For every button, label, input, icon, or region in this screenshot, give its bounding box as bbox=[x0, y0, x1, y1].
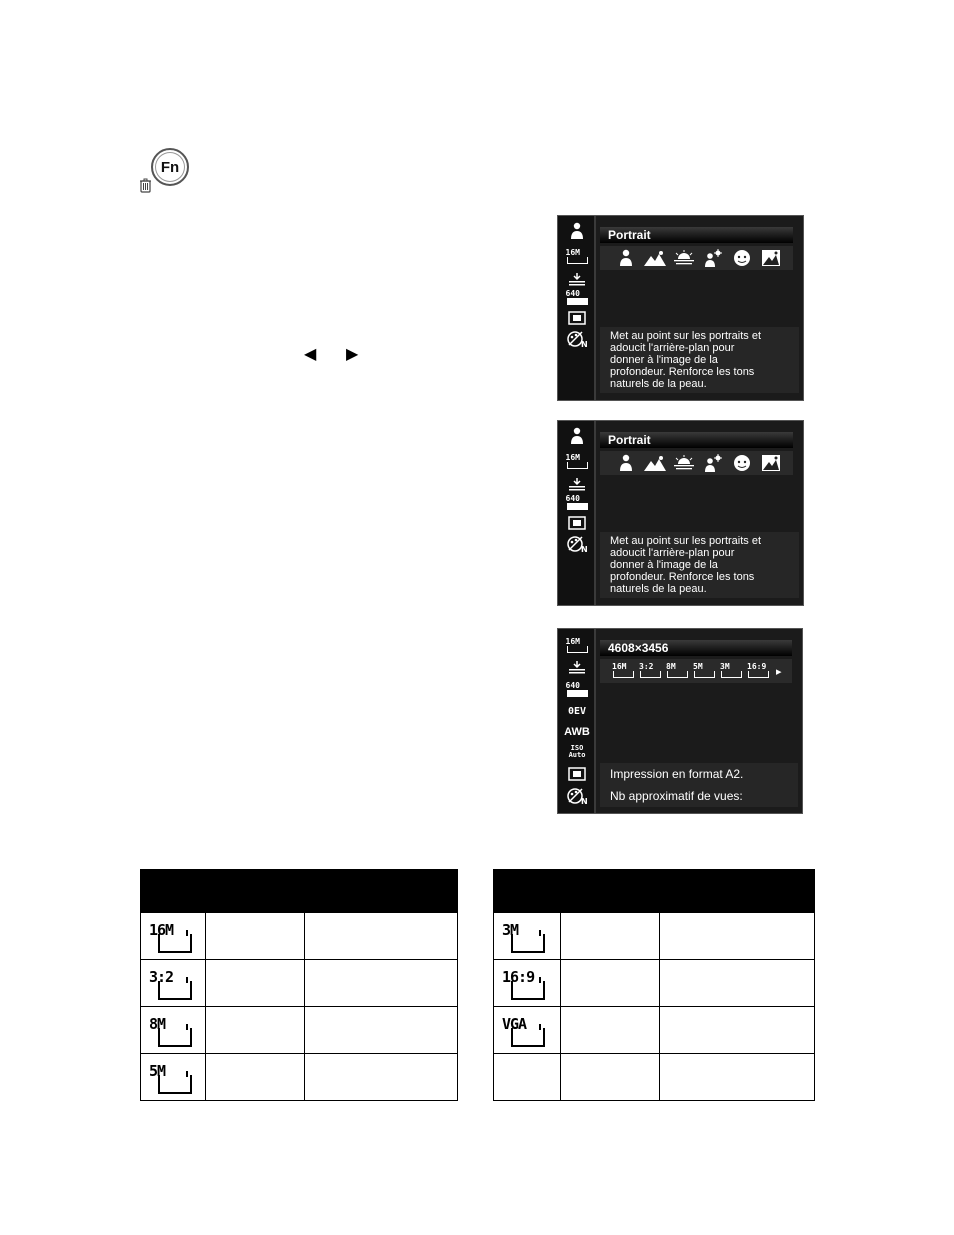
backlight-scene-icon[interactable] bbox=[701, 453, 725, 473]
size-vga-icon: VGA bbox=[501, 1012, 545, 1048]
portrait-icon bbox=[564, 427, 590, 445]
size-3m-icon: 3M bbox=[501, 918, 545, 954]
quality-icon bbox=[564, 476, 590, 494]
fn-button[interactable]: Fn bbox=[151, 148, 189, 186]
focus-icon bbox=[564, 765, 590, 783]
table-row bbox=[141, 1054, 458, 1101]
size-option-3m-icon[interactable]: 3M bbox=[720, 664, 743, 678]
menu-title: Portrait bbox=[600, 227, 793, 243]
focus-icon bbox=[564, 514, 590, 532]
camera-sidebar bbox=[558, 216, 596, 400]
portrait-scene-icon[interactable] bbox=[614, 453, 638, 473]
trash-icon bbox=[139, 178, 152, 193]
night-landscape-scene-icon[interactable] bbox=[759, 248, 783, 268]
size-option-16m-icon[interactable]: 16M bbox=[612, 664, 635, 678]
camera-screen-image-size bbox=[557, 628, 803, 814]
size-16m-icon: 16M bbox=[564, 453, 590, 471]
size-8m-icon: 8M bbox=[148, 1012, 192, 1048]
table-header bbox=[494, 870, 815, 913]
scene-options-row bbox=[600, 246, 793, 270]
svg-text:N: N bbox=[581, 545, 588, 553]
kids-scene-icon[interactable] bbox=[730, 248, 754, 268]
image-size-table-right bbox=[493, 869, 815, 1101]
table-row bbox=[494, 960, 815, 1007]
camera-screen-scene-1 bbox=[557, 215, 804, 401]
size-option-5m-icon[interactable]: 5M bbox=[693, 664, 716, 678]
svg-text:N: N bbox=[581, 340, 588, 348]
landscape-scene-icon[interactable] bbox=[643, 248, 667, 268]
landscape-scene-icon[interactable] bbox=[643, 453, 667, 473]
table-header bbox=[141, 870, 458, 913]
table-row bbox=[494, 1007, 815, 1054]
iso-label: ISO Auto bbox=[568, 744, 586, 759]
backlight-scene-icon[interactable] bbox=[701, 248, 725, 268]
size-description: Impression en format A2. Nb approximatif de vues: bbox=[600, 763, 798, 807]
quality-icon bbox=[564, 271, 590, 289]
size-option-16-9-icon[interactable]: 16:9 bbox=[747, 664, 770, 678]
image-size-table-left bbox=[140, 869, 458, 1101]
portrait-icon bbox=[564, 222, 590, 240]
size-16m-icon: 16M bbox=[148, 918, 192, 954]
table-row bbox=[494, 1054, 815, 1101]
right-arrow-icon: ▶ bbox=[346, 346, 359, 363]
video-640-icon: 640 bbox=[564, 494, 590, 512]
night-landscape-scene-icon[interactable] bbox=[759, 453, 783, 473]
size-16m-icon: 16M bbox=[564, 248, 590, 266]
more-options-arrow-icon[interactable]: ▸ bbox=[776, 665, 782, 678]
color-effect-icon bbox=[564, 787, 590, 805]
sunset-scene-icon[interactable] bbox=[672, 248, 696, 268]
color-effect-icon bbox=[564, 330, 590, 348]
exposure-label: 0EV bbox=[567, 705, 587, 717]
video-640-icon: 640 bbox=[564, 681, 590, 699]
size-option-8m-icon[interactable]: 8M bbox=[666, 664, 689, 678]
camera-sidebar bbox=[558, 421, 596, 605]
sunset-scene-icon[interactable] bbox=[672, 453, 696, 473]
camera-sidebar bbox=[558, 629, 596, 813]
size-5m-icon: 5M bbox=[148, 1059, 192, 1095]
table-row bbox=[141, 913, 458, 960]
size-16-9-icon: 16:9 bbox=[501, 965, 545, 1001]
focus-icon bbox=[564, 309, 590, 327]
color-effect-icon bbox=[564, 535, 590, 553]
table-row bbox=[141, 960, 458, 1007]
size-options-row bbox=[600, 659, 792, 683]
scene-options-row bbox=[600, 451, 793, 475]
portrait-scene-icon[interactable] bbox=[614, 248, 638, 268]
table-row bbox=[494, 913, 815, 960]
size-option-3-2-icon[interactable]: 3:2 bbox=[639, 664, 662, 678]
svg-text:N: N bbox=[581, 797, 588, 805]
kids-scene-icon[interactable] bbox=[730, 453, 754, 473]
left-arrow-icon: ◀ bbox=[304, 346, 317, 363]
camera-screen-scene-2 bbox=[557, 420, 804, 606]
quality-icon bbox=[564, 659, 590, 677]
white-balance-label: AWB bbox=[564, 726, 590, 738]
menu-title: Portrait bbox=[600, 432, 793, 448]
menu-title: 4608×3456 bbox=[600, 640, 792, 656]
scene-description: Met au point sur les portraits et adoucit l'arrière-plan pour donner à l'image de la profondeur. Renforce les tons naturels de la peau. bbox=[600, 327, 799, 393]
scene-description: Met au point sur les portraits et adoucit l'arrière-plan pour donner à l'image de la profondeur. Renforce les tons naturels de la peau. bbox=[600, 532, 799, 598]
table-row bbox=[141, 1007, 458, 1054]
size-3-2-icon: 3:2 bbox=[148, 965, 192, 1001]
size-16m-icon: 16M bbox=[564, 637, 590, 655]
video-640-icon: 640 bbox=[564, 289, 590, 307]
